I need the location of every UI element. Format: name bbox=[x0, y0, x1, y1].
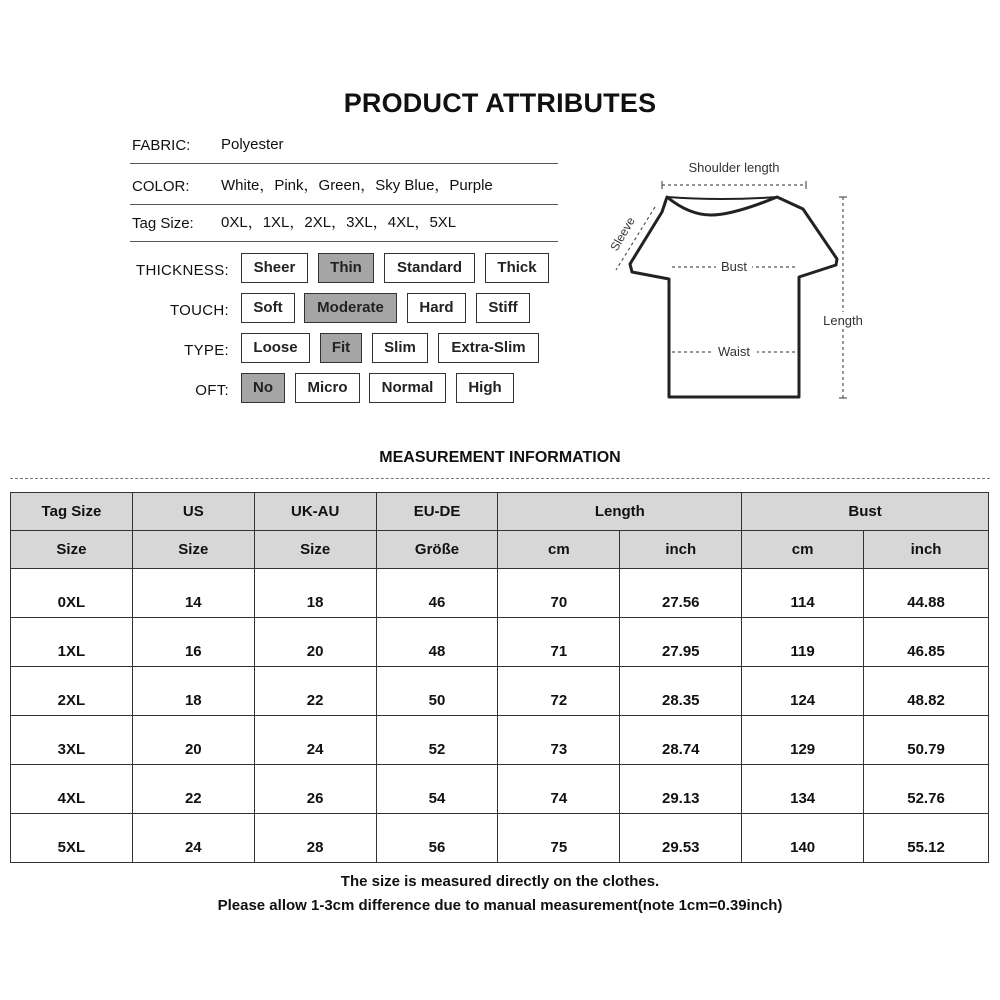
table-cell: 24 bbox=[254, 716, 376, 765]
table-cell: 48 bbox=[376, 618, 498, 667]
subheader-cell: Size bbox=[254, 531, 376, 569]
table-cell: 29.13 bbox=[620, 765, 742, 814]
shoulder-length-label: Shoulder length bbox=[688, 160, 780, 175]
header-cell: Bust bbox=[742, 493, 989, 531]
oft-option-no[interactable]: No bbox=[241, 373, 285, 403]
thickness-option-thick[interactable]: Thick bbox=[485, 253, 549, 283]
table-cell: 52 bbox=[376, 716, 498, 765]
table-cell: 24 bbox=[132, 814, 254, 863]
subheader-cell: Size bbox=[132, 531, 254, 569]
table-cell: 71 bbox=[498, 618, 620, 667]
thickness-option-sheer[interactable]: Sheer bbox=[241, 253, 308, 283]
table-cell: 56 bbox=[376, 814, 498, 863]
table-cell: 4XL bbox=[11, 765, 133, 814]
table-cell: 54 bbox=[376, 765, 498, 814]
thickness-option-standard[interactable]: Standard bbox=[384, 253, 475, 283]
table-cell: 74 bbox=[498, 765, 620, 814]
type-option-fit[interactable]: Fit bbox=[320, 333, 362, 363]
table-cell: 27.95 bbox=[620, 618, 742, 667]
header-cell: UK-AU bbox=[254, 493, 376, 531]
table-cell: 29.53 bbox=[620, 814, 742, 863]
table-cell: 26 bbox=[254, 765, 376, 814]
touch-option-hard[interactable]: Hard bbox=[407, 293, 466, 323]
table-cell: 55.12 bbox=[864, 814, 989, 863]
table-cell: 22 bbox=[254, 667, 376, 716]
table-cell: 18 bbox=[254, 569, 376, 618]
color-row bbox=[130, 168, 558, 205]
length-label: Length bbox=[823, 313, 863, 328]
subheader-cell: Size bbox=[11, 531, 133, 569]
table-cell: 5XL bbox=[11, 814, 133, 863]
header-cell: EU-DE bbox=[376, 493, 498, 531]
table-row bbox=[11, 814, 989, 863]
header-cell: Length bbox=[498, 493, 742, 531]
measurement-table bbox=[10, 492, 989, 863]
table-cell: 22 bbox=[132, 765, 254, 814]
table-cell: 73 bbox=[498, 716, 620, 765]
table-cell: 134 bbox=[742, 765, 864, 814]
table-cell: 28.35 bbox=[620, 667, 742, 716]
touch-row bbox=[120, 293, 229, 325]
table-cell: 44.88 bbox=[864, 569, 989, 618]
table-cell: 20 bbox=[132, 716, 254, 765]
oft-option-normal[interactable]: Normal bbox=[369, 373, 446, 403]
touch-option-soft[interactable]: Soft bbox=[241, 293, 295, 323]
tshirt-outline bbox=[630, 197, 837, 397]
thickness-option-thin[interactable]: Thin bbox=[318, 253, 374, 283]
table-subheader-row bbox=[11, 531, 989, 569]
waist-label: Waist bbox=[717, 344, 751, 359]
tshirt-collar bbox=[667, 197, 777, 199]
touch-option-stiff[interactable]: Stiff bbox=[476, 293, 530, 323]
table-cell: 28.74 bbox=[620, 716, 742, 765]
fabric-row bbox=[130, 127, 558, 164]
type-option-slim[interactable]: Slim bbox=[372, 333, 428, 363]
table-cell: 3XL bbox=[11, 716, 133, 765]
table-cell: 124 bbox=[742, 667, 864, 716]
table-cell: 70 bbox=[498, 569, 620, 618]
note-line-1: The size is measured directly on the clothes. bbox=[340, 873, 660, 890]
subheader-cell: inch bbox=[620, 531, 742, 569]
subheader-cell: inch bbox=[864, 531, 989, 569]
color-label: COLOR: bbox=[132, 178, 190, 195]
table-cell: 28 bbox=[254, 814, 376, 863]
type-label: TYPE: bbox=[184, 342, 229, 359]
table-cell: 140 bbox=[742, 814, 864, 863]
oft-option-micro[interactable]: Micro bbox=[295, 373, 360, 403]
table-cell: 52.76 bbox=[864, 765, 989, 814]
dotted-divider bbox=[10, 478, 990, 479]
table-row bbox=[11, 716, 989, 765]
sleeve-label: Sleeve bbox=[607, 214, 638, 254]
table-cell: 114 bbox=[742, 569, 864, 618]
table-cell: 20 bbox=[254, 618, 376, 667]
color-value: White，Pink，Green，Sky Blue，Purple bbox=[221, 177, 493, 194]
table-header-row bbox=[11, 493, 989, 531]
type-row bbox=[120, 333, 229, 365]
table-cell: 46.85 bbox=[864, 618, 989, 667]
subheader-cell: cm bbox=[498, 531, 620, 569]
table-cell: 0XL bbox=[11, 569, 133, 618]
oft-row bbox=[120, 373, 229, 405]
subheader-cell: cm bbox=[742, 531, 864, 569]
table-cell: 50.79 bbox=[864, 716, 989, 765]
table-cell: 129 bbox=[742, 716, 864, 765]
table-row bbox=[11, 667, 989, 716]
table-cell: 50 bbox=[376, 667, 498, 716]
tag-size-row bbox=[130, 205, 558, 242]
table-cell: 119 bbox=[742, 618, 864, 667]
fabric-label: FABRIC: bbox=[132, 137, 191, 154]
note-line-2: Please allow 1-3cm difference due to manual measurement(note 1cm=0.39inch) bbox=[217, 897, 783, 914]
touch-option-moderate[interactable]: Moderate bbox=[304, 293, 397, 323]
table-cell: 16 bbox=[132, 618, 254, 667]
type-option-loose[interactable]: Loose bbox=[241, 333, 310, 363]
subheader-cell: Größe bbox=[376, 531, 498, 569]
table-cell: 75 bbox=[498, 814, 620, 863]
table-cell: 14 bbox=[132, 569, 254, 618]
header-cell: US bbox=[132, 493, 254, 531]
table-row bbox=[11, 765, 989, 814]
tshirt-diagram bbox=[598, 155, 888, 410]
touch-label: TOUCH: bbox=[169, 302, 229, 319]
table-cell: 72 bbox=[498, 667, 620, 716]
page-title: PRODUCT ATTRIBUTES bbox=[343, 88, 657, 118]
measurement-title: MEASUREMENT INFORMATION bbox=[379, 449, 621, 466]
table-cell: 2XL bbox=[11, 667, 133, 716]
tag-size-label: Tag Size: bbox=[132, 215, 194, 232]
oft-label: OFT: bbox=[195, 382, 229, 399]
table-row bbox=[11, 618, 989, 667]
table-row bbox=[11, 569, 989, 618]
type-option-extra-slim[interactable]: Extra-Slim bbox=[438, 333, 539, 363]
thickness-row bbox=[120, 253, 229, 285]
header-cell: Tag Size bbox=[11, 493, 133, 531]
thickness-label: THICKNESS: bbox=[135, 262, 229, 279]
table-cell: 48.82 bbox=[864, 667, 989, 716]
table-cell: 27.56 bbox=[620, 569, 742, 618]
oft-option-high[interactable]: High bbox=[456, 373, 514, 403]
bust-label: Bust bbox=[720, 259, 748, 274]
table-cell: 18 bbox=[132, 667, 254, 716]
table-cell: 46 bbox=[376, 569, 498, 618]
fabric-value: Polyester bbox=[221, 136, 284, 153]
table-cell: 1XL bbox=[11, 618, 133, 667]
tag-size-value: 0XL，1XL，2XL，3XL，4XL，5XL bbox=[221, 214, 457, 231]
